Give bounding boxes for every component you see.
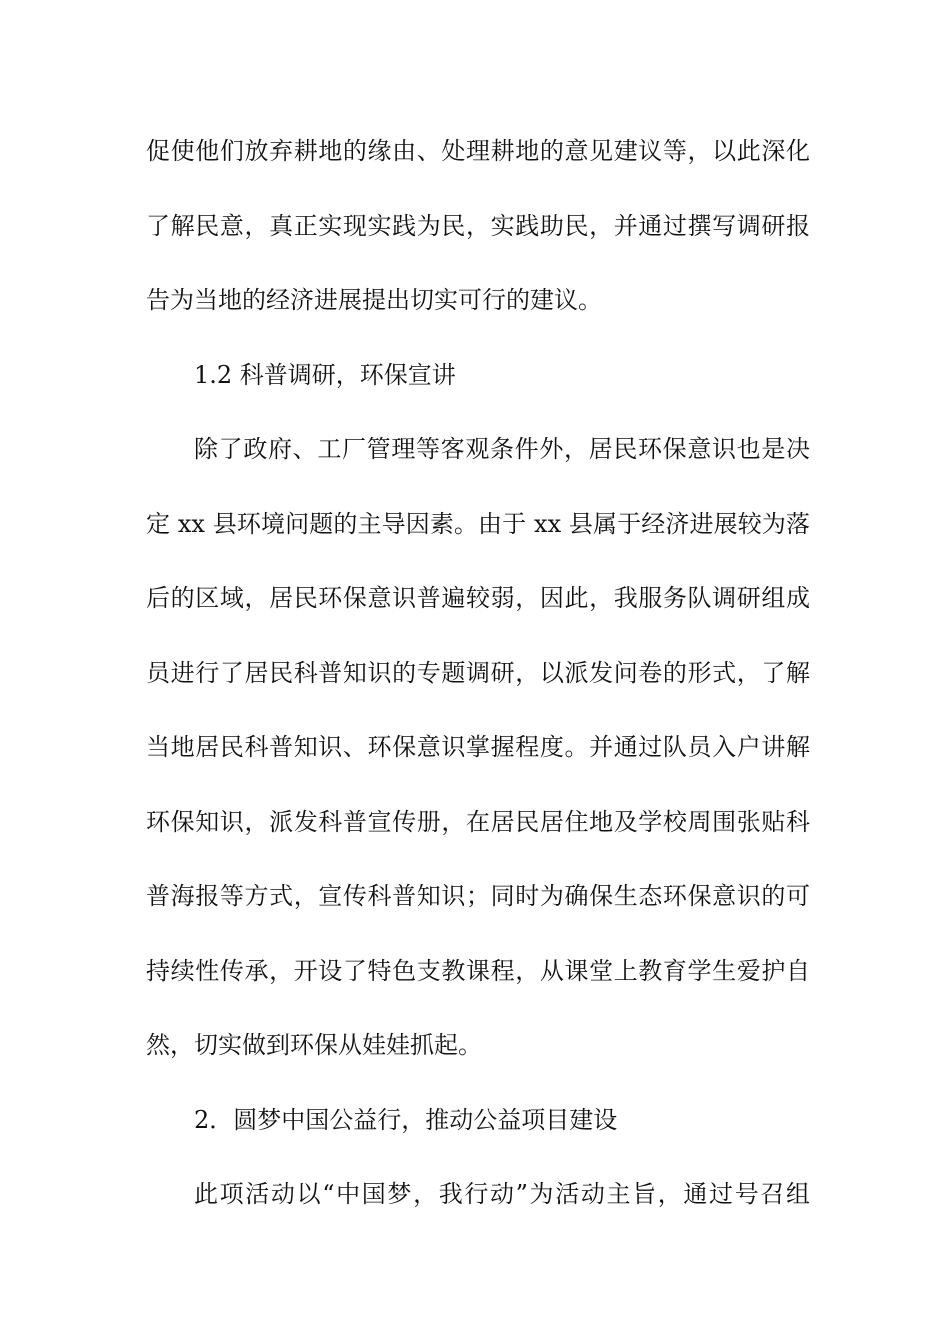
paragraph-line: 后的区域，居民环保意识普遍较弱，因此，我服务队调研组成: [146, 584, 810, 612]
section-heading: 2．圆梦中国公益行，推动公益项目建设: [194, 1105, 618, 1134]
paragraph-line: 当地居民科普知识、环保意识掌握程度。并通过队员入户讲解: [146, 733, 810, 761]
body-text: [146, 131, 810, 1249]
section-heading: 1.2 科普调研，环保宣讲: [194, 360, 456, 389]
paragraph-line: 定 xx 县环境问题的主导因素。由于 xx 县属于经济进展较为落: [146, 509, 810, 538]
paragraph-line: 除了政府、工厂管理等客观条件外，居民环保意识也是决: [194, 435, 810, 463]
paragraph-line: 告为当地的经济进展提出切实可行的建议。: [146, 286, 602, 314]
paragraph-line: 普海报等方式，宣传科普知识；同时为确保生态环保意识的可: [146, 882, 810, 910]
paragraph-line: 此项活动以“中国梦，我行动”为活动主旨，通过号召组: [194, 1180, 810, 1208]
paragraph-line: 然，切实做到环保从娃娃抓起。: [146, 1031, 482, 1059]
paragraph-line: 员进行了居民科普知识的专题调研，以派发问卷的形式，了解: [146, 658, 810, 687]
paragraph-line: 持续性传承，开设了特色支教课程，从课堂上教育学生爱护自: [146, 956, 810, 985]
paragraph-line: 环保知识，派发科普宣传册，在居民居住地及学校周围张贴科: [146, 807, 810, 836]
paragraph-line: 了解民意，真正实现实践为民，实践助民，并通过撰写调研报: [146, 211, 810, 240]
paragraph-line: 促使他们放弃耕地的缘由、处理耕地的意见建议等，以此深化: [146, 137, 810, 165]
